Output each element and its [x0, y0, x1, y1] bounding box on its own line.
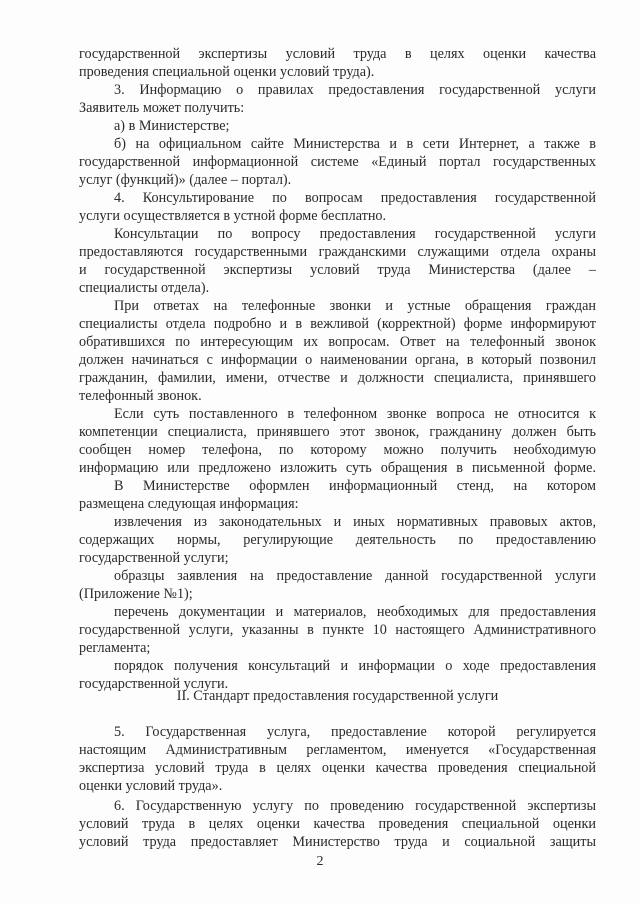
text-line: услуг (функций)» (далее – портал). [79, 172, 292, 188]
text-line: государственной услуги. [79, 676, 229, 692]
text-line: (Приложение №1); [79, 586, 193, 602]
text-line: государственной услуги, указанны в пункте 10 настоящего Административного [79, 622, 596, 638]
text-line: перечень документации и материалов, необходимых для предоставления [114, 604, 596, 620]
text-line: государственной услуги; [79, 550, 229, 566]
text-line: условий труда предоставляет Министерство труда и социальной защиты [79, 834, 596, 850]
text-line: Заявитель может получить: [79, 100, 245, 116]
text-line: государственной информационной системе «Единый портал государственных [79, 154, 596, 170]
text-line: б) на официальном сайте Министерства и в сети Интернет, а также в [114, 136, 596, 152]
text-line: 3. Информацию о правилах предоставления государственной услуги [114, 82, 596, 98]
text-line: услуги осуществляется в устной форме бесплатно. [79, 208, 387, 224]
text-line: предоставляются государственными гражданскими служащими отдела охраны [79, 244, 596, 260]
text-line: извлечения из законодательных и иных нормативных правовых актов, [114, 514, 596, 530]
text-line: 4. Консультирование по вопросам предоставления государственной [114, 190, 596, 206]
text-line: Если суть поставленного в телефонном звонке вопроса не относится к [114, 406, 596, 422]
text-line: Консультации по вопросу предоставления государственной услуги [114, 226, 596, 242]
text-line: компетенции специалиста, принявшего этот звонок, гражданину должен быть [79, 424, 596, 440]
text-line: содержащих нормы, регулирующие деятельность по предоставлению [79, 532, 596, 548]
text-line: В Министерстве оформлен информационный стенд, на котором [114, 478, 596, 494]
text-line: государственной экспертизы условий труда в целях оценки качества [79, 46, 596, 62]
text-line: порядок получения консультаций и информации о ходе предоставления [114, 658, 596, 674]
text-line: регламента; [79, 640, 151, 656]
text-line: сообщен номер телефона, по которому можно получить необходимую [79, 442, 596, 458]
text-line: информацию или предложено изложить суть обращения в письменной форме. [79, 460, 596, 476]
text-line: 5. Государственная услуга, предоставление которой регулируется [114, 724, 596, 740]
text-line: а) в Министерстве; [114, 118, 230, 134]
text-line: специалисты отдела). [79, 280, 210, 296]
text-line: обратившихся по интересующим их вопросам. Ответ на телефонный звонок [79, 334, 596, 350]
text-line: настоящим Административным регламентом, именуется «Государственная [79, 742, 596, 758]
text-line: 6. Государственную услугу по проведению государственной экспертизы [114, 798, 596, 814]
text-line: должен начинаться с информации о наименовании органа, в который позвонил [79, 352, 596, 368]
text-line: оценки условий труда». [79, 778, 223, 794]
text-line: экспертиза условий труда в целях оценки качества проведения специальной [79, 760, 596, 776]
text-line: условий труда в целях оценки качества проведения специальной оценки [79, 816, 596, 832]
text-line: При ответах на телефонные звонки и устные обращения граждан [114, 298, 596, 314]
text-line: гражданин, фамилии, имени, отчестве и должности специалиста, принявшего [79, 370, 596, 386]
text-line: проведения специальной оценки условий труда). [79, 64, 375, 80]
text-line: телефонный звонок. [79, 388, 202, 404]
text-line: образцы заявления на предоставление данной государственной услуги [114, 568, 596, 584]
section-heading: II. Стандарт предоставления государственной услуги [176, 688, 499, 704]
text-line: специалисты отдела подробно и в вежливой (корректной) форме информируют [79, 316, 596, 332]
text-line: размещена следующая информация: [79, 496, 299, 512]
page-number: 2 [316, 854, 324, 869]
text-line: и государственной экспертизы условий труда Министерства (далее – [79, 262, 596, 278]
